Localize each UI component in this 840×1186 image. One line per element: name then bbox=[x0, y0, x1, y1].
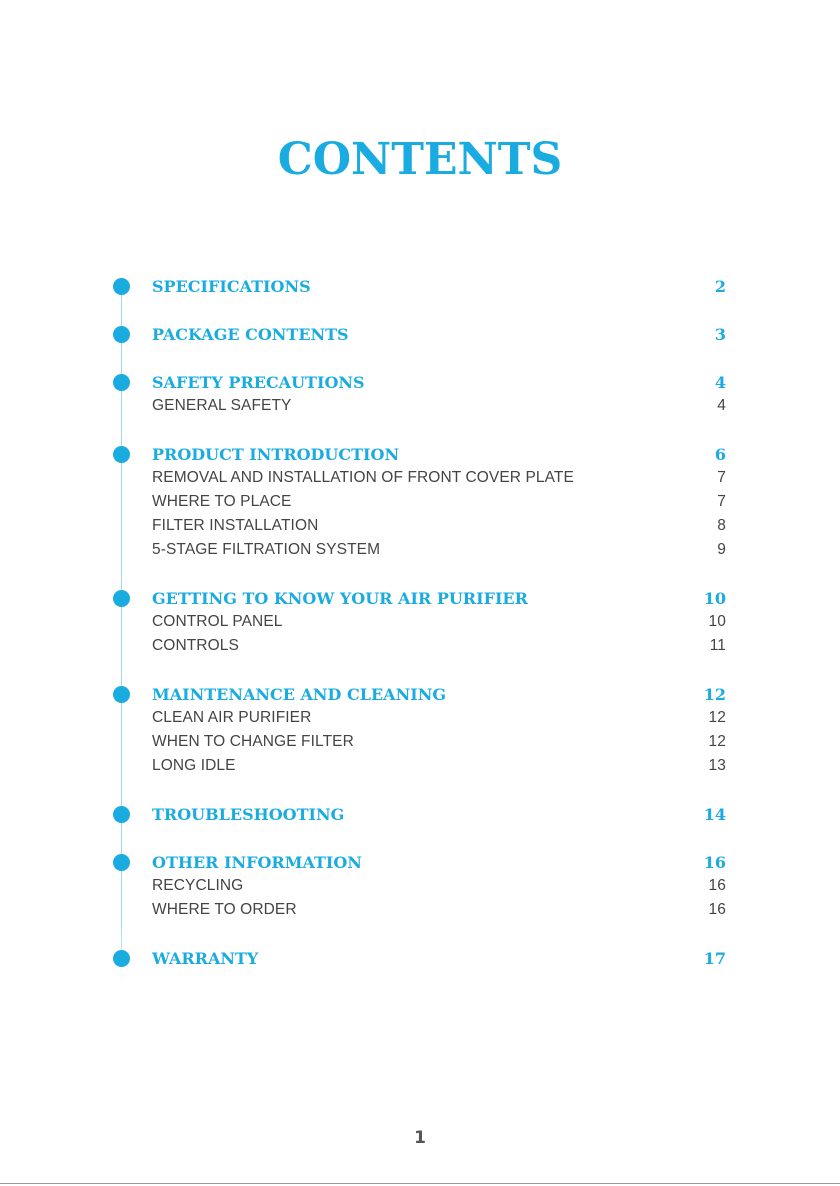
toc-item-page: 7 bbox=[717, 469, 726, 486]
toc-section[interactable] bbox=[152, 850, 726, 874]
toc-item-page: 9 bbox=[717, 541, 726, 558]
toc-section-title: WARRANTY bbox=[152, 948, 259, 968]
toc-item-title: WHERE TO ORDER bbox=[152, 901, 297, 918]
toc-item-page: 12 bbox=[708, 733, 726, 750]
toc-section[interactable] bbox=[152, 586, 726, 610]
toc-item-page: 10 bbox=[708, 613, 726, 630]
toc-item[interactable] bbox=[152, 610, 726, 634]
page-bottom-rule bbox=[0, 1183, 840, 1184]
toc-bullet-icon bbox=[113, 590, 130, 607]
toc-section-page: 2 bbox=[714, 276, 726, 296]
toc-item-title: WHEN TO CHANGE FILTER bbox=[152, 733, 354, 750]
toc-section-page: 17 bbox=[703, 948, 726, 968]
toc-item-title: CLEAN AIR PURIFIER bbox=[152, 709, 312, 726]
toc-item-title: 5-STAGE FILTRATION SYSTEM bbox=[152, 541, 381, 558]
toc-section[interactable] bbox=[152, 946, 726, 970]
toc-item[interactable] bbox=[152, 706, 726, 730]
toc-section-title: MAINTENANCE AND CLEANING bbox=[152, 684, 446, 704]
toc-item[interactable] bbox=[152, 514, 726, 538]
toc-item-page: 16 bbox=[708, 877, 726, 894]
toc-item-title: CONTROL PANEL bbox=[152, 613, 283, 630]
page-number: 1 bbox=[414, 1128, 426, 1148]
toc-section[interactable] bbox=[152, 370, 726, 394]
toc-item-title: GENERAL SAFETY bbox=[152, 397, 292, 414]
toc-item-page: 11 bbox=[709, 637, 726, 654]
toc-item[interactable] bbox=[152, 394, 726, 418]
toc-section-page: 14 bbox=[703, 804, 726, 824]
toc-section-page: 4 bbox=[714, 372, 726, 392]
toc-item-title: FILTER INSTALLATION bbox=[152, 517, 319, 534]
toc-item[interactable] bbox=[152, 466, 726, 490]
toc-item[interactable] bbox=[152, 490, 726, 514]
toc-section-page: 12 bbox=[703, 684, 726, 704]
toc-bullet-icon bbox=[113, 278, 130, 295]
toc-item-page: 12 bbox=[708, 709, 726, 726]
toc-bullet-icon bbox=[113, 854, 130, 871]
toc-item-title: RECYCLING bbox=[152, 877, 244, 894]
toc-item[interactable] bbox=[152, 898, 726, 922]
toc-section[interactable] bbox=[152, 682, 726, 706]
toc-item-title: CONTROLS bbox=[152, 637, 239, 654]
toc-item-title: REMOVAL AND INSTALLATION OF FRONT COVER PLATE bbox=[152, 469, 574, 486]
toc-item-title: LONG IDLE bbox=[152, 757, 236, 774]
toc-section-page: 10 bbox=[703, 588, 726, 608]
toc-section[interactable] bbox=[152, 442, 726, 466]
toc-bullet-icon bbox=[113, 806, 130, 823]
toc-section-page: 6 bbox=[714, 444, 726, 464]
toc-section-title: OTHER INFORMATION bbox=[152, 852, 362, 872]
page-title: CONTENTS bbox=[277, 134, 563, 185]
toc-item-page: 8 bbox=[717, 517, 726, 534]
toc-item-page: 16 bbox=[708, 901, 726, 918]
toc-bullet-icon bbox=[113, 326, 130, 343]
toc-section-title: SAFETY PRECAUTIONS bbox=[152, 372, 365, 392]
toc-item[interactable] bbox=[152, 538, 726, 562]
toc-item[interactable] bbox=[152, 874, 726, 898]
toc-item-page: 13 bbox=[708, 757, 726, 774]
toc-item[interactable] bbox=[152, 754, 726, 778]
toc-section-title: PRODUCT INTRODUCTION bbox=[152, 444, 400, 464]
toc-item[interactable] bbox=[152, 730, 726, 754]
toc-section-title: PACKAGE CONTENTS bbox=[152, 324, 349, 344]
toc-section[interactable] bbox=[152, 322, 726, 346]
toc-item-page: 4 bbox=[717, 397, 726, 414]
toc-section[interactable] bbox=[152, 274, 726, 298]
toc-section-title: GETTING TO KNOW YOUR AIR PURIFIER bbox=[152, 588, 528, 608]
toc-item[interactable] bbox=[152, 634, 726, 658]
toc-section[interactable] bbox=[152, 802, 726, 826]
toc-bullet-icon bbox=[113, 950, 130, 967]
toc-bullet-icon bbox=[113, 446, 130, 463]
toc-item-title: WHERE TO PLACE bbox=[152, 493, 292, 510]
toc-section-title: TROUBLESHOOTING bbox=[152, 804, 345, 824]
toc-bullet-icon bbox=[113, 686, 130, 703]
toc-item-page: 7 bbox=[717, 493, 726, 510]
toc-bullet-icon bbox=[113, 374, 130, 391]
toc-section-page: 16 bbox=[703, 852, 726, 872]
toc-section-title: SPECIFICATIONS bbox=[152, 276, 311, 296]
toc-section-page: 3 bbox=[714, 324, 726, 344]
